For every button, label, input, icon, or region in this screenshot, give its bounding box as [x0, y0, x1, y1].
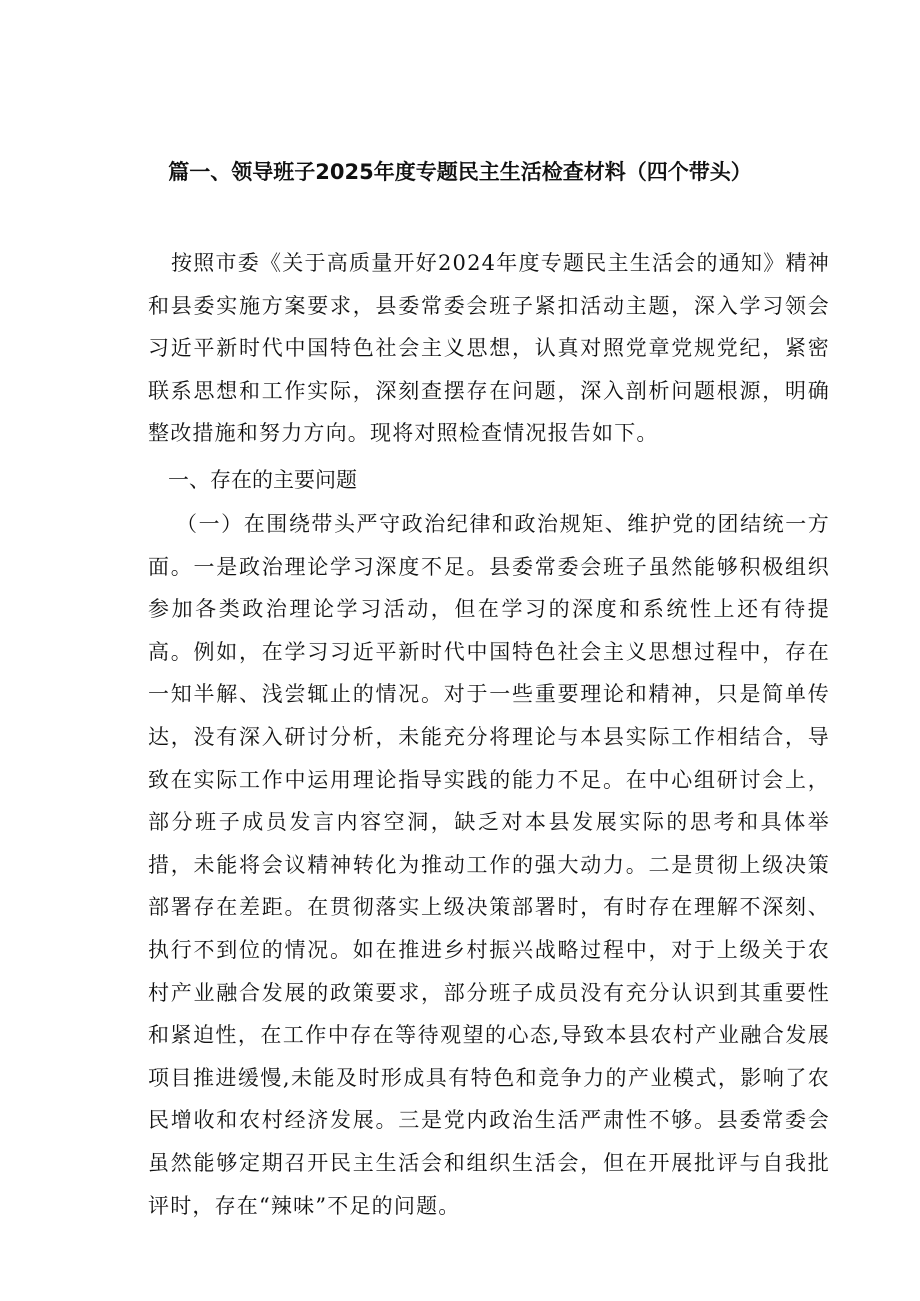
intro-paragraph: 按照市委《关于高质量开好2024年度专题民主生活会的通知》精神和县委实施方案要求，县委常委会班子紧扣活动主题，深入学习领会习近平新时代中国特色社会主义思想，认真对照党章党规党纪，紧密联系思想和工作实际，深刻查摆存在问题，深入剖析问题根源，明确整改措施和努力方向。现将对照检查情况报告如下。: [148, 251, 830, 446]
section-paragraph: （一）在围绕带头严守政治纪律和政治规矩、维护党的团结统一方面。一是政治理论学习深度不足。县委常委会班子虽然能够积极组织参加各类政治理论学习活动，但在学习的深度和系统性上还有待提高。例如，在学习习近平新时代中国特色社会主义思想过程中，存在一知半解、浅尝辄止的情况。对于一些重要理论和精神，只是简单传达，没有深入研讨分析，未能充分将理论与本县实际工作相结合，导致在实际工作中运用理论指导实践的能力不足。在中心组研讨会上，部分班子成员发言内容空洞，缺乏对本县发展实际的思考和具体举措，未能将会议精神转化为推动工作的强大动力。二是贯彻上级决策部署存在差距。在贯彻落实上级决策部署时，有时存在理解不深刻、执行不到位的情况。如在推进乡村振兴战略过程中，对于上级关于农村产业融合发展的政策要求，部分班子成员没有充分认识到其重要性和紧迫性，在工作中存在等待观望的心态,导致本县农村产业融合发展项目推进缓慢,未能及时形成具有特色和竞争力的产业模式，影响了农民增收和农村经济发展。三是党内政治生活严肃性不够。县委常委会虽然能够定期召开民主生活会和组织生活会，但在开展批评与自我批评时，存在“辣味”不足的问题。: [148, 512, 830, 1218]
document-title: 篇一、领导班子2025年度专题民主生活检查材料（四个带头）: [168, 160, 752, 184]
section-heading: 一、存在的主要问题: [168, 468, 357, 492]
